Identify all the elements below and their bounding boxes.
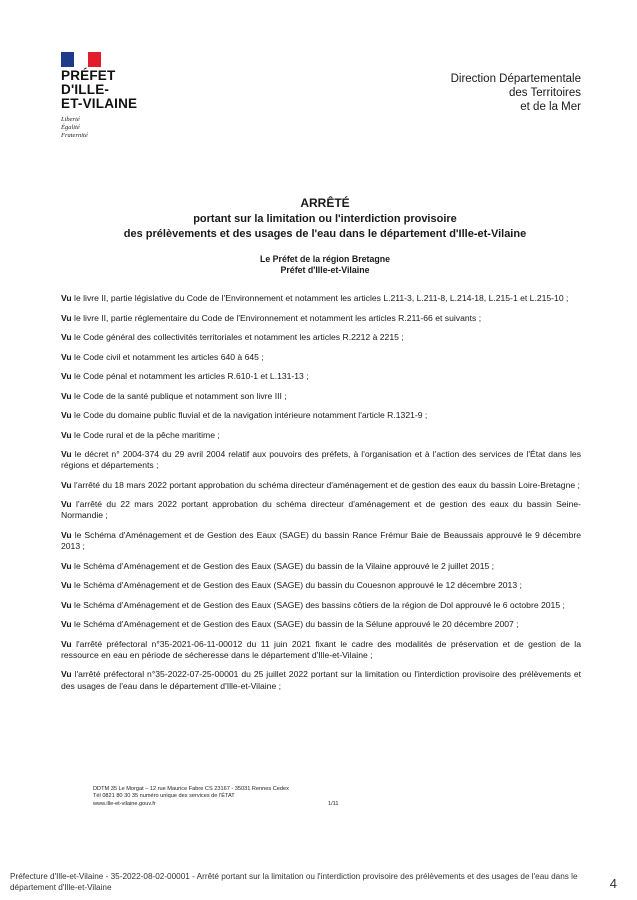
vu-paragraph <box>61 352 581 363</box>
title-line: ARRÊTÉ <box>300 196 350 210</box>
vu-text: le Code du domaine public fluvial et de la navigation intérieure notamment l'article R.1321-9 ; <box>71 410 428 420</box>
vu-prefix: Vu <box>61 638 72 649</box>
vu-prefix: Vu <box>61 499 72 510</box>
vu-paragraph <box>61 430 581 441</box>
vu-paragraph <box>61 499 581 521</box>
vu-text: le Schéma d'Aménagement et de Gestion des Eaux (SAGE) du bassin de la Vilaine approuvé le 2 juillet 2015 ; <box>71 560 495 571</box>
vu-text: l'arrêté préfectoral n°35-2022-07-25-00001 du 25 juillet 2022 portant sur la limitation ou l'interdiction provisoire des prélèvements et des usages de l'eau dans le département d'Ille-et-Vilaine ; <box>61 669 581 691</box>
vu-prefix: Vu <box>61 351 72 362</box>
vu-prefix: Vu <box>61 560 72 571</box>
vu-text: l'arrêté préfectoral n°35-2021-06-11-00012 du 11 juin 2021 fixant le cadre des modalités de préservation et de gestion de la ressource en eau en période de sécheresse dans le département d'Ille-et-Vilaine ; <box>61 638 581 660</box>
vu-prefix: Vu <box>61 619 72 630</box>
motto-line: Fraternité <box>61 132 88 139</box>
vu-text: le Schéma d'Aménagement et de Gestion des Eaux (SAGE) du bassin de la Sélune approuvé le 20 décembre 2007 ; <box>71 619 519 630</box>
authority-line: Le Préfet de la région Bretagne <box>259 254 391 264</box>
vu-paragraph <box>61 449 581 471</box>
footer-website: www.ille-et-vilaine.gouv.fr <box>93 800 156 807</box>
vu-prefix: Vu <box>61 293 72 303</box>
prefet-line: PRÉFET <box>61 68 116 83</box>
vu-paragraph <box>61 600 581 611</box>
vu-text: le Code pénal et notamment les articles R.610-1 et L.131-13 ; <box>71 371 309 381</box>
vu-paragraph <box>61 371 581 382</box>
vu-text: le livre II, partie réglementaire du Code de l'Environnement et notamment les articles R.211-66 et suivants ; <box>71 312 482 323</box>
vu-text: l'arrêté du 22 mars 2022 portant approbation du schéma directeur d'aménagement et de gestion des eaux du bassin Seine-Normandie ; <box>61 499 581 521</box>
vu-paragraph <box>61 580 581 591</box>
footer-address: DDTM 35 Le Morgat – 12 rue Maurice Fabre CS 23167 - 35031 Rennes Cedex <box>93 786 289 792</box>
vu-paragraph <box>61 561 581 572</box>
vu-text: le Code rural et de la pêche maritime ; <box>71 429 220 440</box>
motto-line: Égalité <box>61 124 80 131</box>
vu-text: le Schéma d'Aménagement et de Gestion des Eaux (SAGE) du bassin Rance Frémur Baie de Beaussais approuvé le 9 décembre 2013 ; <box>61 529 581 552</box>
vu-paragraph <box>61 619 581 630</box>
document-caption: Préfecture d'Ille-et-Vilaine - 35-2022-08-02-00001 - Arrêté portant sur la limitation ou l'interdiction provisoire des prélèvements et des usages de l'eau dans le département d'Ille-et-Vilaine <box>10 872 578 892</box>
department-header <box>451 72 581 114</box>
contact-footer <box>93 786 289 808</box>
vu-paragraph <box>61 410 581 421</box>
vu-paragraph <box>61 669 581 691</box>
vu-prefix: Vu <box>61 479 72 490</box>
republic-motto <box>61 116 181 140</box>
vu-text: le Code de la santé publique et notamment son livre III ; <box>71 390 287 401</box>
vu-paragraph <box>61 391 581 402</box>
vu-prefix: Vu <box>61 529 72 540</box>
issuing-authority <box>40 254 610 276</box>
prefet-name <box>61 69 181 111</box>
flag-blue-band <box>61 52 74 67</box>
vu-paragraph <box>61 313 581 324</box>
vu-prefix: Vu <box>61 429 72 440</box>
page-number: 4 <box>609 876 617 891</box>
vu-prefix: Vu <box>61 580 72 591</box>
vu-text: le Code général des collectivités territoriales et notamment les articles R.2212 à 2215 ; <box>71 332 404 342</box>
vu-prefix: Vu <box>61 371 72 381</box>
vu-paragraph <box>61 332 581 343</box>
title-line: portant sur la limitation ou l'interdiction provisoire <box>193 212 457 225</box>
legal-references <box>61 293 581 700</box>
prefet-line: ET-VILAINE <box>61 96 138 111</box>
vu-paragraph <box>61 530 581 552</box>
department-line: Direction Départementale <box>450 73 581 85</box>
motto-line: Liberté <box>61 116 80 123</box>
department-line: et de la Mer <box>520 101 581 113</box>
vu-prefix: Vu <box>61 599 72 610</box>
vu-prefix: Vu <box>61 332 72 342</box>
french-flag-icon <box>61 52 101 67</box>
flag-white-band <box>74 52 87 67</box>
title-line: des prélèvements et des usages de l'eau dans le département d'Ille-et-Vilaine <box>123 228 527 240</box>
vu-paragraph <box>61 480 581 491</box>
vu-paragraph <box>61 639 581 661</box>
flag-red-band <box>88 52 101 67</box>
authority-line: Préfet d'Ille-et-Vilaine <box>280 265 370 275</box>
vu-text: le livre II, partie législative du Code de l'Environnement et notamment les articles L.211-3, L.211-8, L.214-18, L.215-1 et L.215-10 ; <box>71 293 569 303</box>
prefecture-logo <box>61 52 181 140</box>
prefet-line: D'ILLE- <box>61 82 110 97</box>
vu-paragraph <box>61 293 581 304</box>
vu-text: l'arrêté du 18 mars 2022 portant approbation du schéma directeur d'aménagement et de gestion des eaux du bassin Loire-Bretagne ; <box>71 479 580 490</box>
vu-text: le décret n° 2004-374 du 29 avril 2004 relatif aux pouvoirs des préfets, à l'organisation et à l'action des services de l'État dans les régions et départements ; <box>61 449 581 471</box>
vu-prefix: Vu <box>61 390 72 401</box>
vu-text: le Schéma d'Aménagement et de Gestion des Eaux (SAGE) des bassins côtiers de la région de Dol approuvé le 6 octobre 2015 ; <box>71 599 565 610</box>
department-line: des Territoires <box>508 87 581 99</box>
vu-prefix: Vu <box>61 312 72 323</box>
document-title <box>40 196 610 243</box>
vu-prefix: Vu <box>61 410 72 420</box>
vu-text: le Schéma d'Aménagement et de Gestion des Eaux (SAGE) du bassin du Couesnon approuvé le 12 décembre 2013 ; <box>71 580 522 591</box>
page-indicator: 1/11 <box>328 801 339 807</box>
vu-prefix: Vu <box>61 449 72 459</box>
footer-phone: Tél 0821 80 30 35 numéro unique des services de l'ÉTAT <box>93 793 235 800</box>
vu-prefix: Vu <box>61 669 72 680</box>
vu-text: le Code civil et notamment les articles 640 à 645 ; <box>71 351 264 362</box>
